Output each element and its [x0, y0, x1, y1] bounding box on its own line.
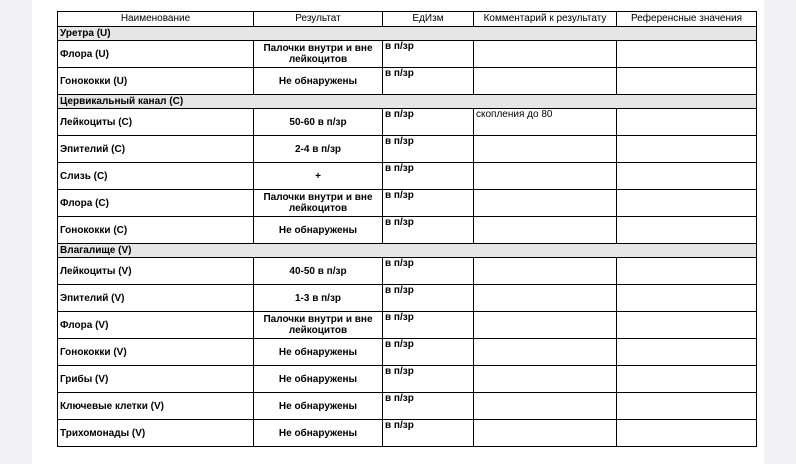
test-name-cell: Ключевые клетки (V)	[58, 393, 254, 420]
table-row	[58, 366, 757, 393]
reference-cell	[617, 366, 757, 393]
result-cell: Не обнаружены	[254, 68, 383, 95]
section-row	[58, 95, 757, 109]
section-row	[58, 244, 757, 258]
reference-cell	[617, 393, 757, 420]
table-row	[58, 285, 757, 312]
test-name-cell: Флора (V)	[58, 312, 254, 339]
comment-cell	[474, 285, 617, 312]
test-name-cell: Слизь (C)	[58, 163, 254, 190]
reference-cell	[617, 339, 757, 366]
result-cell: Не обнаружены	[254, 393, 383, 420]
result-cell: 2-4 в п/зр	[254, 136, 383, 163]
test-name-cell: Лейкоциты (C)	[58, 109, 254, 136]
unit-cell: в п/зр	[383, 420, 474, 447]
header-unit: ЕдИзм	[383, 12, 474, 27]
unit-cell: в п/зр	[383, 258, 474, 285]
unit-cell: в п/зр	[383, 393, 474, 420]
comment-cell	[474, 420, 617, 447]
unit-cell: в п/зр	[383, 136, 474, 163]
table-row	[58, 339, 757, 366]
comment-cell	[474, 312, 617, 339]
unit-cell: в п/зр	[383, 217, 474, 244]
result-cell: +	[254, 163, 383, 190]
result-cell: Не обнаружены	[254, 339, 383, 366]
reference-cell	[617, 68, 757, 95]
comment-cell	[474, 136, 617, 163]
result-cell: Палочки внутри и вне лейкоцитов	[254, 190, 383, 217]
comment-cell	[474, 339, 617, 366]
header-name: Наименование	[58, 12, 254, 27]
test-name-cell: Гонококки (U)	[58, 68, 254, 95]
test-name-cell: Эпителий (V)	[58, 285, 254, 312]
unit-cell: в п/зр	[383, 68, 474, 95]
header-reference: Референсные значения	[617, 12, 757, 27]
reference-cell	[617, 136, 757, 163]
unit-cell: в п/зр	[383, 163, 474, 190]
result-cell: Не обнаружены	[254, 217, 383, 244]
comment-cell	[474, 393, 617, 420]
test-name-cell: Эпителий (C)	[58, 136, 254, 163]
comment-cell	[474, 217, 617, 244]
unit-cell: в п/зр	[383, 41, 474, 68]
header-comment: Комментарий к результату	[474, 12, 617, 27]
test-name-cell: Грибы (V)	[58, 366, 254, 393]
table-row	[58, 217, 757, 244]
table-header-row	[58, 12, 757, 27]
comment-cell	[474, 68, 617, 95]
comment-cell	[474, 163, 617, 190]
unit-cell: в п/зр	[383, 109, 474, 136]
table-body	[58, 27, 757, 447]
table-row	[58, 41, 757, 68]
header-result: Результат	[254, 12, 383, 27]
table-row	[58, 109, 757, 136]
comment-cell	[474, 41, 617, 68]
result-cell: Не обнаружены	[254, 420, 383, 447]
comment-cell	[474, 366, 617, 393]
result-cell: 1-3 в п/зр	[254, 285, 383, 312]
test-name-cell: Гонококки (C)	[58, 217, 254, 244]
table-row	[58, 312, 757, 339]
table-row	[58, 163, 757, 190]
table-row	[58, 190, 757, 217]
reference-cell	[617, 258, 757, 285]
comment-cell	[474, 190, 617, 217]
test-name-cell: Флора (U)	[58, 41, 254, 68]
reference-cell	[617, 41, 757, 68]
reference-cell	[617, 217, 757, 244]
table-row	[58, 258, 757, 285]
result-cell: Палочки внутри и вне лейкоцитов	[254, 41, 383, 68]
unit-cell: в п/зр	[383, 285, 474, 312]
reference-cell	[617, 312, 757, 339]
test-name-cell: Лейкоциты (V)	[58, 258, 254, 285]
unit-cell: в п/зр	[383, 190, 474, 217]
reference-cell	[617, 190, 757, 217]
table-row	[58, 393, 757, 420]
reference-cell	[617, 163, 757, 190]
reference-cell	[617, 285, 757, 312]
unit-cell: в п/зр	[383, 366, 474, 393]
reference-cell	[617, 109, 757, 136]
section-title: Цервикальный канал (C)	[58, 95, 757, 109]
report-page	[32, 0, 764, 464]
result-cell: Палочки внутри и вне лейкоцитов	[254, 312, 383, 339]
result-cell: 50-60 в п/зр	[254, 109, 383, 136]
table-row	[58, 68, 757, 95]
table-row	[58, 136, 757, 163]
result-cell: 40-50 в п/зр	[254, 258, 383, 285]
unit-cell: в п/зр	[383, 312, 474, 339]
test-name-cell: Гонококки (V)	[58, 339, 254, 366]
comment-cell: скопления до 80	[474, 109, 617, 136]
reference-cell	[617, 420, 757, 447]
comment-cell	[474, 258, 617, 285]
test-name-cell: Трихомонады (V)	[58, 420, 254, 447]
results-table	[57, 11, 757, 447]
table-row	[58, 420, 757, 447]
unit-cell: в п/зр	[383, 339, 474, 366]
section-row	[58, 27, 757, 41]
result-cell: Не обнаружены	[254, 366, 383, 393]
section-title: Влагалище (V)	[58, 244, 757, 258]
section-title: Уретра (U)	[58, 27, 757, 41]
test-name-cell: Флора (C)	[58, 190, 254, 217]
